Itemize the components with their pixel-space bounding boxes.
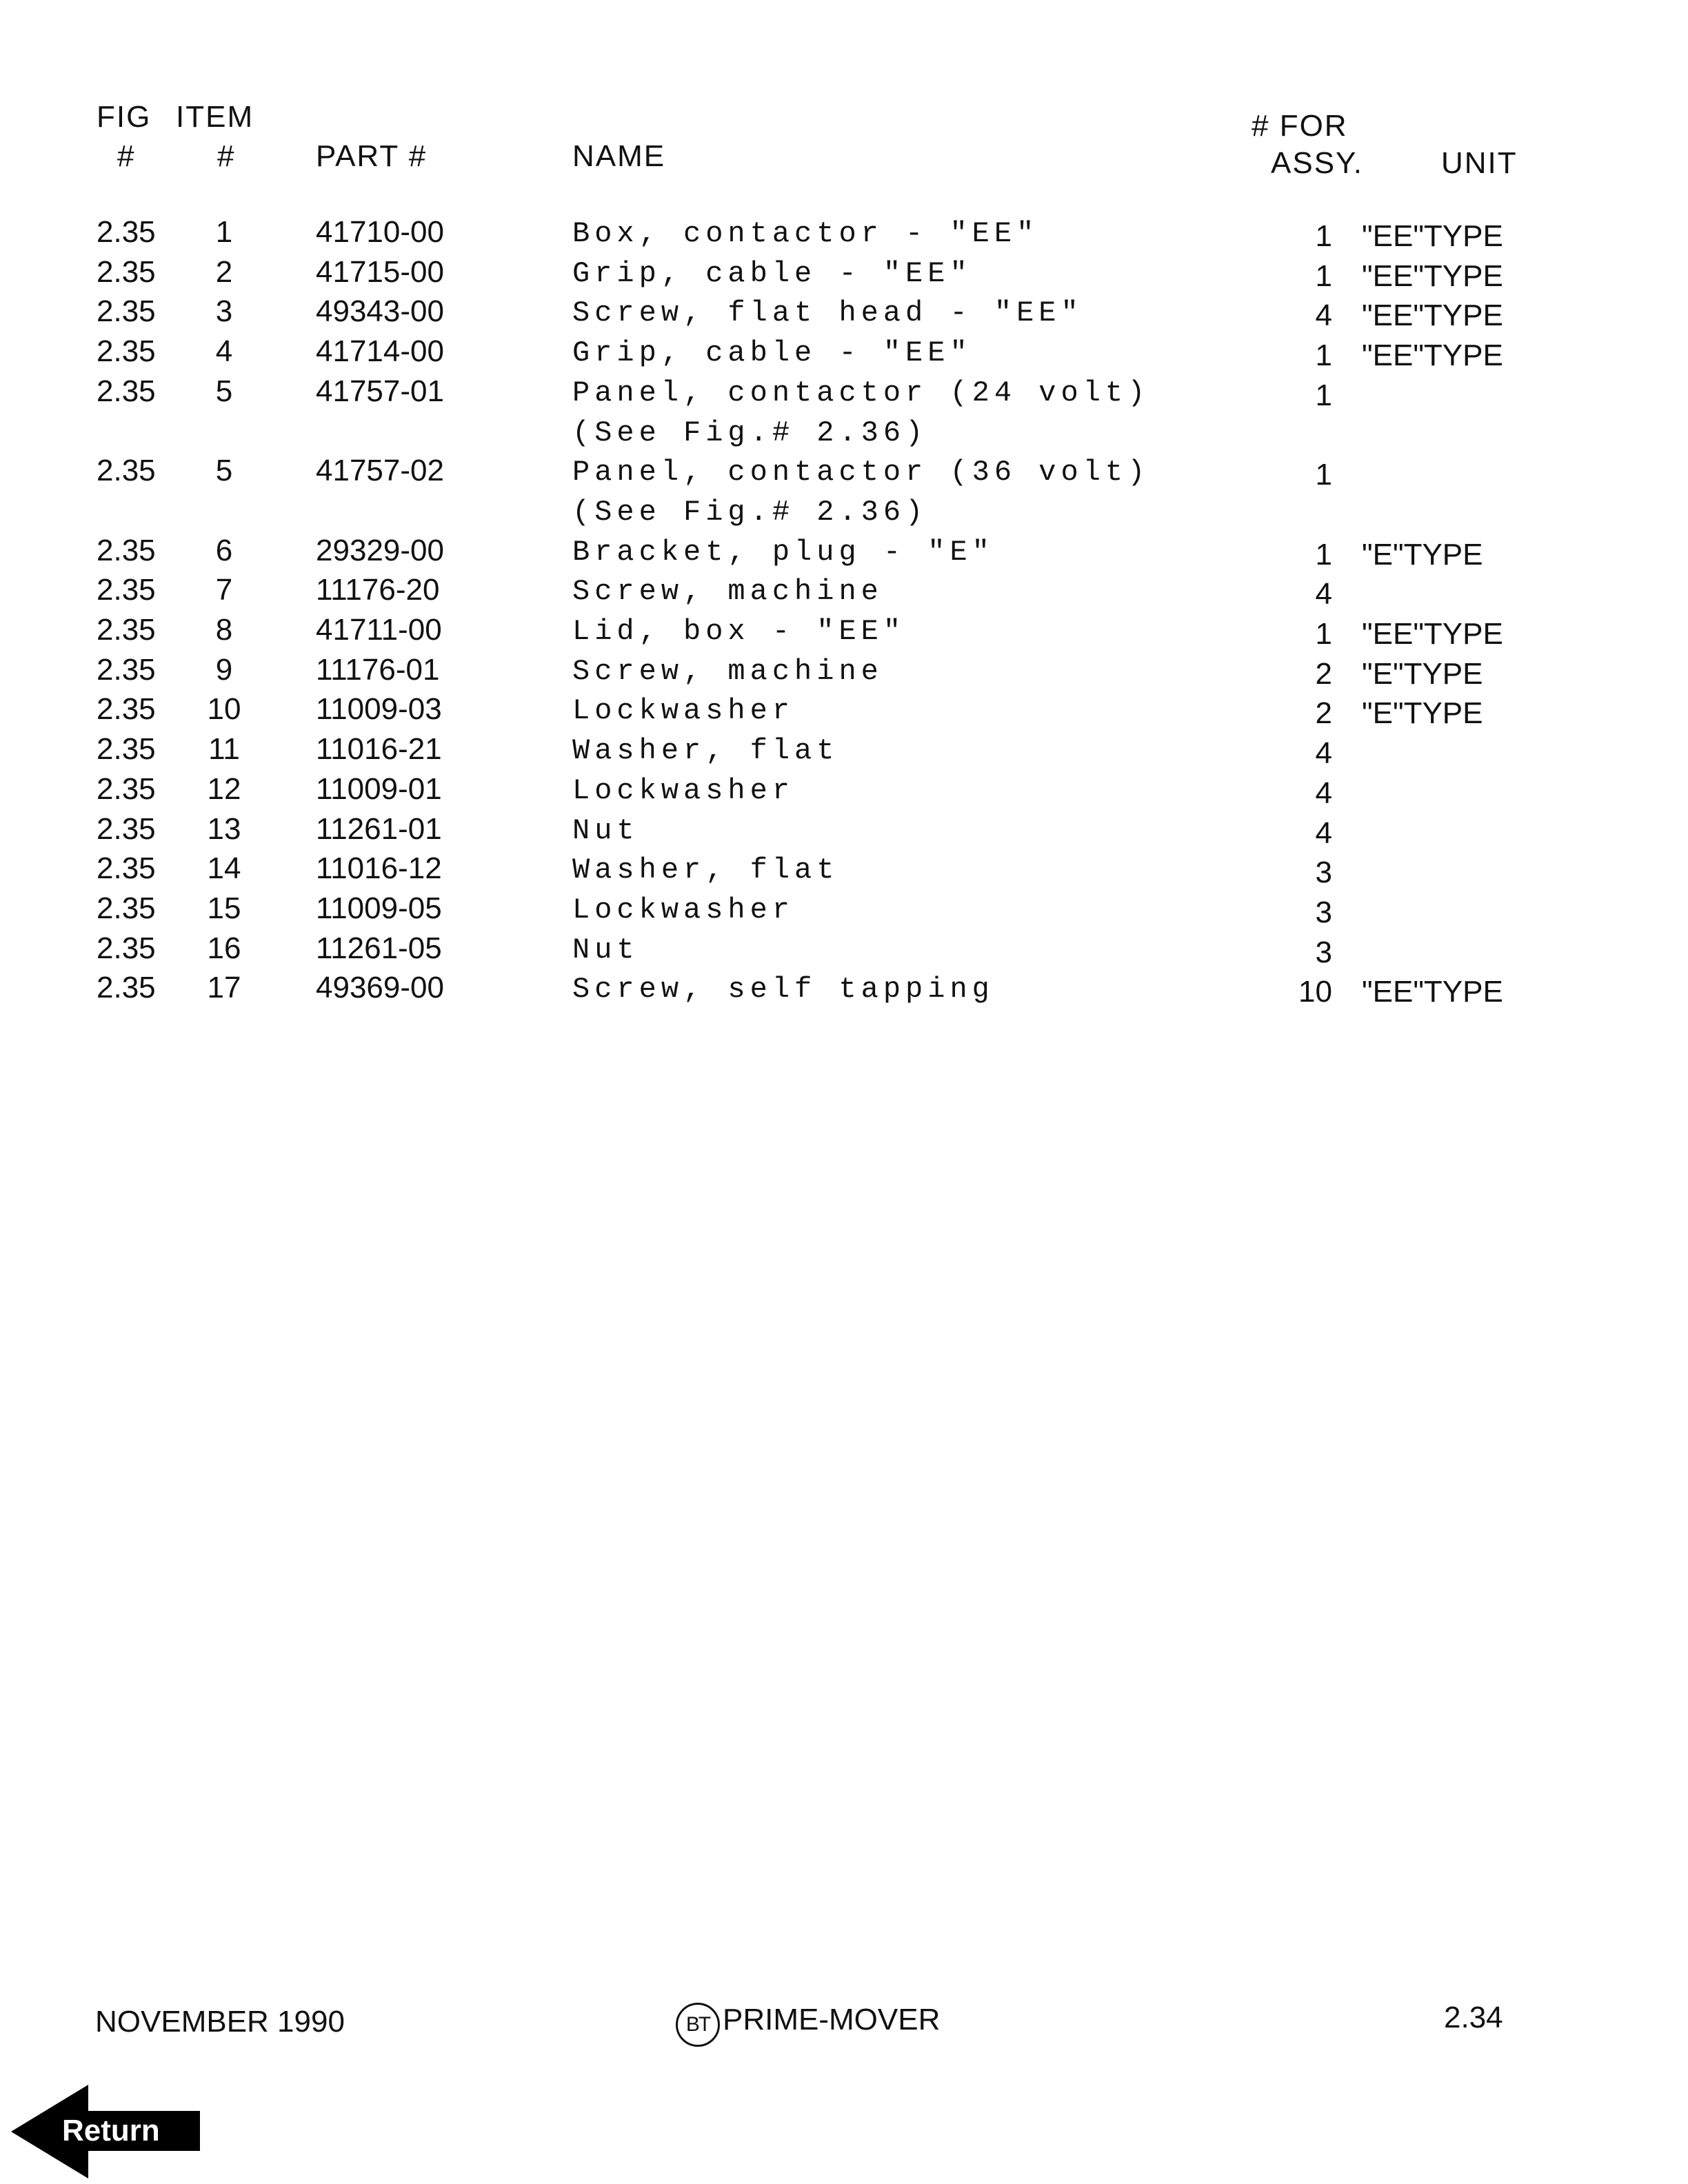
unit-type: "EE"TYPE <box>1362 259 1503 293</box>
quantity: 2 <box>1315 656 1332 691</box>
item-number: 5 <box>215 374 233 408</box>
item-number: 16 <box>207 931 241 965</box>
fig-number: 2.35 <box>97 692 156 727</box>
return-label: Return <box>62 2114 160 2147</box>
quantity: 3 <box>1315 935 1332 969</box>
part-name: Lockwasher <box>572 774 795 807</box>
part-number: 11009-03 <box>316 692 442 727</box>
item-number: 9 <box>215 652 233 687</box>
footer-date: NOVEMBER 1990 <box>95 2005 345 2039</box>
part-note: (See Fig.# 2.36) <box>572 495 928 529</box>
quantity: 4 <box>1315 816 1332 850</box>
part-number: 29329-00 <box>316 533 444 567</box>
part-number: 11176-20 <box>316 573 440 607</box>
bt-logo: BT <box>676 2003 720 2047</box>
header-part: PART # <box>316 139 428 173</box>
part-number: 41715-00 <box>316 254 444 289</box>
part-name: Grip, cable - "EE" <box>572 256 972 290</box>
fig-number: 2.35 <box>97 533 156 567</box>
unit-type: "EE"TYPE <box>1362 338 1503 373</box>
quantity: 3 <box>1315 856 1332 890</box>
part-number: 11261-01 <box>316 811 442 846</box>
item-number: 14 <box>207 851 241 886</box>
quantity: 4 <box>1315 299 1332 333</box>
fig-number: 2.35 <box>97 931 156 965</box>
part-number: 41711-00 <box>316 613 442 647</box>
header-fig-number: # <box>117 139 136 173</box>
header-item-number: # <box>217 139 236 173</box>
part-name: Lockwasher <box>572 694 795 728</box>
item-number: 4 <box>215 334 233 369</box>
part-number: 41714-00 <box>316 334 444 369</box>
part-number: 41757-01 <box>316 374 444 408</box>
item-number: 15 <box>207 891 241 925</box>
part-name: Panel, contactor (36 volt) <box>572 456 1150 489</box>
quantity: 4 <box>1315 736 1332 771</box>
part-name: Grip, cable - "EE" <box>572 336 972 370</box>
header-for: # FOR <box>1252 109 1348 143</box>
part-number: 11176-01 <box>316 652 440 687</box>
fig-number: 2.35 <box>97 215 156 249</box>
quantity: 1 <box>1315 537 1332 572</box>
part-number: 11261-05 <box>316 931 442 965</box>
header-name: NAME <box>572 139 666 173</box>
part-number: 49343-00 <box>316 294 444 329</box>
fig-number: 2.35 <box>97 454 156 488</box>
item-number: 11 <box>208 732 240 767</box>
part-name: Screw, flat head - "EE" <box>572 296 1083 330</box>
part-name: Lockwasher <box>572 893 795 927</box>
fig-number: 2.35 <box>97 652 156 687</box>
unit-type: "EE"TYPE <box>1362 219 1503 253</box>
part-name: Washer, flat <box>572 734 839 768</box>
header-assy: ASSY. <box>1271 146 1363 180</box>
quantity: 1 <box>1315 219 1332 253</box>
fig-number: 2.35 <box>97 811 156 846</box>
fig-number: 2.35 <box>97 891 156 925</box>
part-number: 41710-00 <box>316 215 444 249</box>
quantity: 1 <box>1315 617 1332 651</box>
quantity: 1 <box>1315 338 1332 373</box>
fig-number: 2.35 <box>97 334 156 369</box>
header-unit: UNIT <box>1441 146 1518 180</box>
unit-type: "EE"TYPE <box>1362 975 1503 1009</box>
header-item: ITEM <box>176 100 254 134</box>
footer-page-number: 2.34 <box>1444 2001 1503 2034</box>
part-name: Lid, box - "EE" <box>572 615 906 648</box>
quantity: 1 <box>1315 378 1332 412</box>
part-name: Bracket, plug - "E" <box>572 535 994 569</box>
quantity: 2 <box>1315 696 1332 731</box>
item-number: 6 <box>215 533 233 567</box>
item-number: 2 <box>215 254 233 289</box>
quantity: 4 <box>1315 577 1332 611</box>
part-name: Box, contactor - "EE" <box>572 217 1039 250</box>
part-name: Nut <box>572 813 639 847</box>
part-name: Screw, machine <box>572 654 883 688</box>
unit-type: "E"TYPE <box>1362 537 1483 572</box>
fig-number: 2.35 <box>97 851 156 886</box>
item-number: 5 <box>215 454 233 488</box>
quantity: 1 <box>1315 259 1332 293</box>
part-number: 11009-05 <box>316 891 442 925</box>
quantity: 1 <box>1315 458 1332 492</box>
part-number: 11016-12 <box>316 851 442 886</box>
item-number: 7 <box>215 573 233 607</box>
fig-number: 2.35 <box>97 613 156 647</box>
part-name: Washer, flat <box>572 853 839 887</box>
fig-number: 2.35 <box>97 254 156 289</box>
unit-type: "EE"TYPE <box>1362 617 1503 651</box>
footer-brand: PRIME-MOVER <box>723 2003 941 2036</box>
item-number: 10 <box>207 692 241 727</box>
fig-number: 2.35 <box>97 294 156 329</box>
unit-type: "EE"TYPE <box>1362 299 1503 333</box>
part-number: 11009-01 <box>316 771 442 806</box>
fig-number: 2.35 <box>97 771 156 806</box>
fig-number: 2.35 <box>97 573 156 607</box>
part-name: Nut <box>572 933 639 967</box>
unit-type: "E"TYPE <box>1362 656 1483 691</box>
fig-number: 2.35 <box>97 732 156 767</box>
item-number: 17 <box>207 971 241 1005</box>
part-note: (See Fig.# 2.36) <box>572 416 928 449</box>
part-name: Panel, contactor (24 volt) <box>572 376 1150 410</box>
part-name: Screw, self tapping <box>572 973 994 1007</box>
quantity: 10 <box>1298 975 1332 1009</box>
header-fig: FIG <box>97 100 152 134</box>
fig-number: 2.35 <box>97 971 156 1005</box>
item-number: 13 <box>207 811 241 846</box>
item-number: 1 <box>215 215 233 249</box>
quantity: 3 <box>1315 895 1332 929</box>
item-number: 8 <box>215 613 233 647</box>
part-number: 49369-00 <box>316 971 444 1005</box>
item-number: 12 <box>207 771 241 806</box>
part-number: 11016-21 <box>316 732 442 767</box>
part-name: Screw, machine <box>572 575 883 609</box>
part-number: 41757-02 <box>316 454 444 488</box>
fig-number: 2.35 <box>97 374 156 408</box>
item-number: 3 <box>215 294 233 329</box>
quantity: 4 <box>1315 776 1332 810</box>
unit-type: "E"TYPE <box>1362 696 1483 731</box>
